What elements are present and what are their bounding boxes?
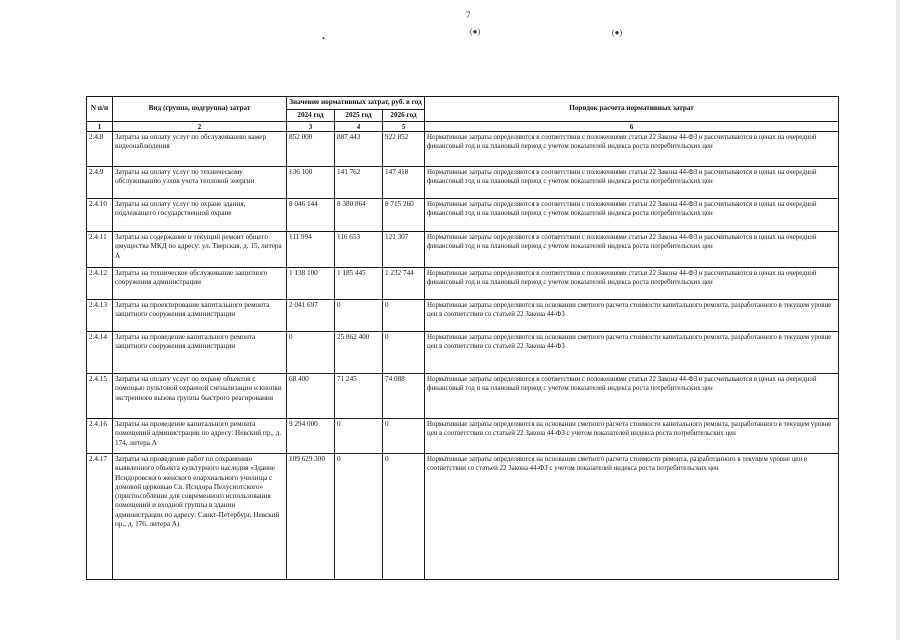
value-2026-cell: 0 <box>383 332 425 374</box>
row-number: 2.4.8 <box>87 132 113 167</box>
cost-kind-cell: Затраты на содержание и текущий ремонт общего имущества МКД по адресу: ул. Тверская, д. 15, литера А <box>113 232 287 268</box>
value-2025-cell: 8 380 864 <box>335 199 383 232</box>
column-index-row <box>87 122 839 132</box>
cost-kind-cell: Затраты на проведение капитального ремонта помещений администрации по адресу: Невский пр., д. 174, литера А <box>113 419 287 454</box>
calculation-method-cell: Нормативные затраты определяются в соответствии с положениями статьи 22 Закона 44-ФЗ и рассчитываются в ценах на очередной финансовый год и на плановый период с учетом показателей индекса роста потребительских цен <box>425 132 839 167</box>
value-2024-cell: 2 041 697 <box>287 300 335 332</box>
table-row <box>87 132 839 167</box>
value-2026-cell: 121 307 <box>383 232 425 268</box>
table-row <box>87 300 839 332</box>
value-2026-cell: 0 <box>383 454 425 580</box>
scan-mark-left: • <box>322 34 325 43</box>
calculation-method-cell: Нормативные затраты определяются в соответствии с положениями статьи 22 Закона 44-ФЗ и рассчитываются в ценах на очередной финансовый год и на плановый период с учетом показателей индекса роста потребительских цен <box>425 167 839 199</box>
cost-kind-cell: Затраты на оплату услуг по обслуживанию камер видеонаблюдения <box>113 132 287 167</box>
calculation-method-cell: Нормативные затраты определяются в соответствии с положениями статьи 22 Закона 44-ФЗ и рассчитываются в ценах на очередной финансовый год и на плановый период с учетом показателей индекса роста потребительских цен <box>425 232 839 268</box>
column-index: 2 <box>113 122 287 132</box>
column-index: 3 <box>287 122 335 132</box>
calculation-method-cell: Нормативные затраты определяются в соответствии с положениями статьи 22 Закона 44-ФЗ и рассчитываются в ценах на очередной финансовый год и на плановый период с учетом показателей индекса роста потребительских цен <box>425 374 839 419</box>
calculation-method-cell: Нормативные затраты определяются на основании сметного расчета стоимости капитального ремонта, разработанного в текущем уровне цен в соответствии со статьей 22 Закона 44-ФЗ с учетом показателей индекса роста потребительских цен <box>425 419 839 454</box>
value-2025-cell: 0 <box>335 300 383 332</box>
value-2024-cell: 68 400 <box>287 374 335 419</box>
value-2025-cell: 0 <box>335 419 383 454</box>
value-2024-cell: 9 294 000 <box>287 419 335 454</box>
header-values-group: Значение нормативных затрат, руб. в год <box>287 97 425 110</box>
table-row <box>87 268 839 300</box>
value-2025-cell: 887 443 <box>335 132 383 167</box>
cost-kind-cell: Затраты на проектирование капитального ремонта защитного сооружения администрации <box>113 300 287 332</box>
table-row <box>87 232 839 268</box>
cost-kind-cell: Затраты на проведение капитального ремонта защитного сооружения администрации <box>113 332 287 374</box>
value-2026-cell: 74 088 <box>383 374 425 419</box>
row-number: 2.4.12 <box>87 268 113 300</box>
header-year-2025: 2025 год <box>335 109 383 122</box>
header-year-2026: 2026 год <box>383 109 425 122</box>
table-row <box>87 332 839 374</box>
row-number: 2.4.13 <box>87 300 113 332</box>
scan-mark-right: (●) <box>612 28 623 37</box>
value-2026-cell: 8 715 260 <box>383 199 425 232</box>
calculation-method-cell: Нормативные затраты определяются на основании сметного расчета стоимости ремонта, разработанного в текущем уровне цен в соответствии со статьей 22 Закона 44-ФЗ с учетом показателей индекса роста потребительских цен <box>425 454 839 580</box>
value-2025-cell: 25 862 400 <box>335 332 383 374</box>
table-row <box>87 454 839 580</box>
table-row <box>87 199 839 232</box>
cost-kind-cell: Затраты на оплату услуг по охране объектов с помощью пультовой охранной сигнализации и кнопки экстренного вызова группы быстрого реагирования <box>113 374 287 419</box>
row-number: 2.4.15 <box>87 374 113 419</box>
calculation-method-cell: Нормативные затраты определяются на основании сметного расчета стоимости капитального ремонта, разработанного в текущем уровне цен в соответствии со статьей 22 Закона 44-ФЗ <box>425 332 839 374</box>
scan-edge <box>896 0 900 640</box>
table-row <box>87 374 839 419</box>
value-2025-cell: 71 245 <box>335 374 383 419</box>
value-2025-cell: 0 <box>335 454 383 580</box>
calculation-method-cell: Нормативные затраты определяются в соответствии с положениями статьи 22 Закона 44-ФЗ и рассчитываются в ценах на очередной финансовый год и на плановый период с учетом показателей индекса роста потребительских цен <box>425 268 839 300</box>
value-2026-cell: 0 <box>383 300 425 332</box>
value-2025-cell: 1 185 445 <box>335 268 383 300</box>
value-2024-cell: 136 100 <box>287 167 335 199</box>
value-2026-cell: 922 852 <box>383 132 425 167</box>
row-number: 2.4.11 <box>87 232 113 268</box>
value-2024-cell: 1 138 100 <box>287 268 335 300</box>
value-2024-cell: 109 629 300 <box>287 454 335 580</box>
value-2025-cell: 116 653 <box>335 232 383 268</box>
row-number: 2.4.9 <box>87 167 113 199</box>
column-index: 1 <box>87 122 113 132</box>
header-number: N п/п <box>87 97 113 122</box>
value-2024-cell: 8 046 144 <box>287 199 335 232</box>
header-year-2024: 2024 год <box>287 109 335 122</box>
row-number: 2.4.17 <box>87 454 113 580</box>
cost-kind-cell: Затраты на техническое обслуживание защитного сооружения администрации <box>113 268 287 300</box>
row-number: 2.4.10 <box>87 199 113 232</box>
column-index: 4 <box>335 122 383 132</box>
value-2024-cell: 0 <box>287 332 335 374</box>
header-calculation-method: Порядок расчета нормативных затрат <box>425 97 839 122</box>
column-index: 5 <box>383 122 425 132</box>
cost-kind-cell: Затраты на оплату услуг по техническому обслуживанию узлов учета тепловой энергии <box>113 167 287 199</box>
cost-kind-cell: Затраты на проведение работ по сохранению выявленного объекта культурного наследия «Здание Исидоровского женского епархиального училища с домовой церковью Св. Исидора Пелусиотского» (приспособление для современного использования помещений и входной группы в здании администрации по адресу: Санкт-Петербург, Невский пр., д. 176, литера А) <box>113 454 287 580</box>
cost-norms-table <box>86 96 839 580</box>
column-index: 6 <box>425 122 839 132</box>
value-2026-cell: 1 232 744 <box>383 268 425 300</box>
row-number: 2.4.16 <box>87 419 113 454</box>
value-2025-cell: 141 762 <box>335 167 383 199</box>
value-2024-cell: 111 994 <box>287 232 335 268</box>
row-number: 2.4.14 <box>87 332 113 374</box>
calculation-method-cell: Нормативные затраты определяются в соответствии с положениями статьи 22 Закона 44-ФЗ и рассчитываются в ценах на очередной финансовый год и на плановый период с учетом показателей индекса роста потребительских цен <box>425 199 839 232</box>
scan-mark-center: (●) <box>470 27 481 36</box>
cost-kind-cell: Затраты на оплату услуг по охране здания, подлежащего государственной охране <box>113 199 287 232</box>
value-2026-cell: 147 418 <box>383 167 425 199</box>
value-2026-cell: 0 <box>383 419 425 454</box>
calculation-method-cell: Нормативные затраты определяются на основании сметного расчета стоимости капитального ремонта, разработанного в текущем уровне цен в соответствии со статьей 22 Закона 44-ФЗ <box>425 300 839 332</box>
table-row <box>87 419 839 454</box>
value-2024-cell: 852 000 <box>287 132 335 167</box>
table-row <box>87 167 839 199</box>
page-number: 7 <box>466 10 471 20</box>
header-cost-kind: Вид (группа, подгруппа) затрат <box>113 97 287 122</box>
